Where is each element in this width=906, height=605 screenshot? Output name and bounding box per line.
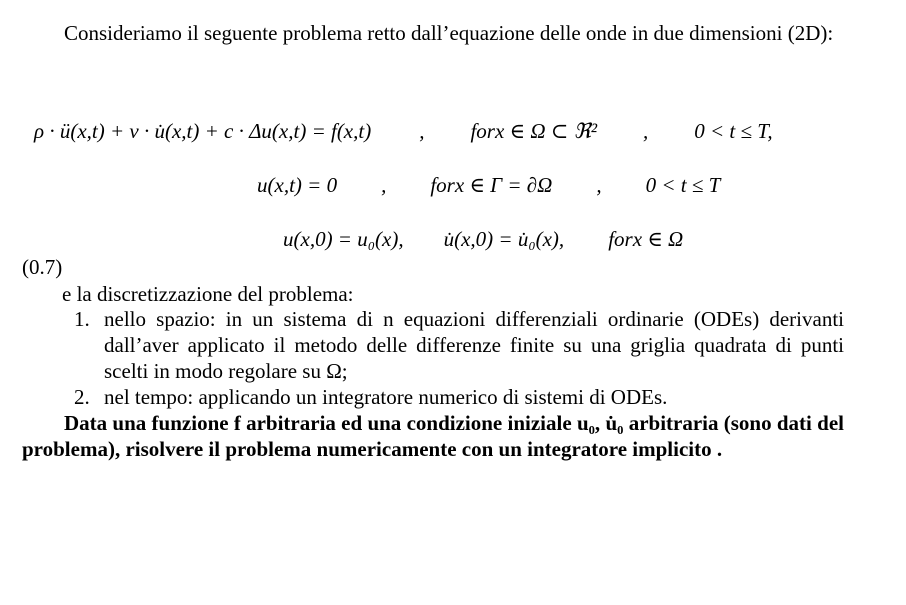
ic-lhs1: u(x,0) = u₀(x), (283, 227, 404, 251)
list-item (22, 306, 844, 384)
list-item-text: nello spazio: in un sistema di n equazioni differenziali ordinarie (ODEs) derivanti dall’aver applicato il metodo delle differenze finite su una griglia quadrata di punti scelti in modo regolare su Ω; (104, 307, 844, 383)
bc-sep1: , (381, 173, 387, 197)
ic-domain: forx ∈ Ω (608, 227, 684, 251)
pde-sep1: , (419, 119, 425, 143)
intro-paragraph: Consideriamo il seguente problema retto dall’equazione delle onde in due dimensioni (2D): (64, 21, 834, 45)
pde-lhs: ρ · ü(x,t) + v · u̇(x,t) + c · Δu(x,t) = f(x,t) (34, 119, 372, 143)
discretization-list (22, 306, 844, 410)
bc-time: 0 < t ≤ T (645, 173, 721, 197)
equation-initial (283, 226, 683, 252)
list-item-text: nel tempo: applicando un integratore numerico di sistemi di ODEs. (104, 385, 668, 409)
equation-pde (34, 118, 773, 144)
list-item-number: 2. (74, 385, 90, 409)
bc-domain: forx ∈ Γ = ∂Ω (430, 173, 553, 197)
equation-boundary (257, 172, 720, 198)
bc-lhs: u(x,t) = 0 (257, 173, 338, 197)
equation-number: (0.7) (22, 255, 63, 279)
pde-domain: forx ∈ Ω ⊂ ℜ² (470, 119, 598, 143)
task-statement: Data una funzione f arbitraria ed una condizione iniziale u₀, u̇₀ arbitraria (sono dati del problema), risolvere il problema numericamente con un integratore implicito . (22, 411, 844, 461)
ic-lhs2: u̇(x,0) = u̇₀(x), (443, 227, 565, 251)
list-item (22, 384, 844, 410)
pde-sep2: , (643, 119, 649, 143)
list-item-number: 1. (74, 307, 90, 331)
bc-sep2: , (596, 173, 602, 197)
pde-time: 0 < t ≤ T, (694, 119, 773, 143)
discretization-intro: e la discretizzazione del problema: (62, 282, 354, 306)
